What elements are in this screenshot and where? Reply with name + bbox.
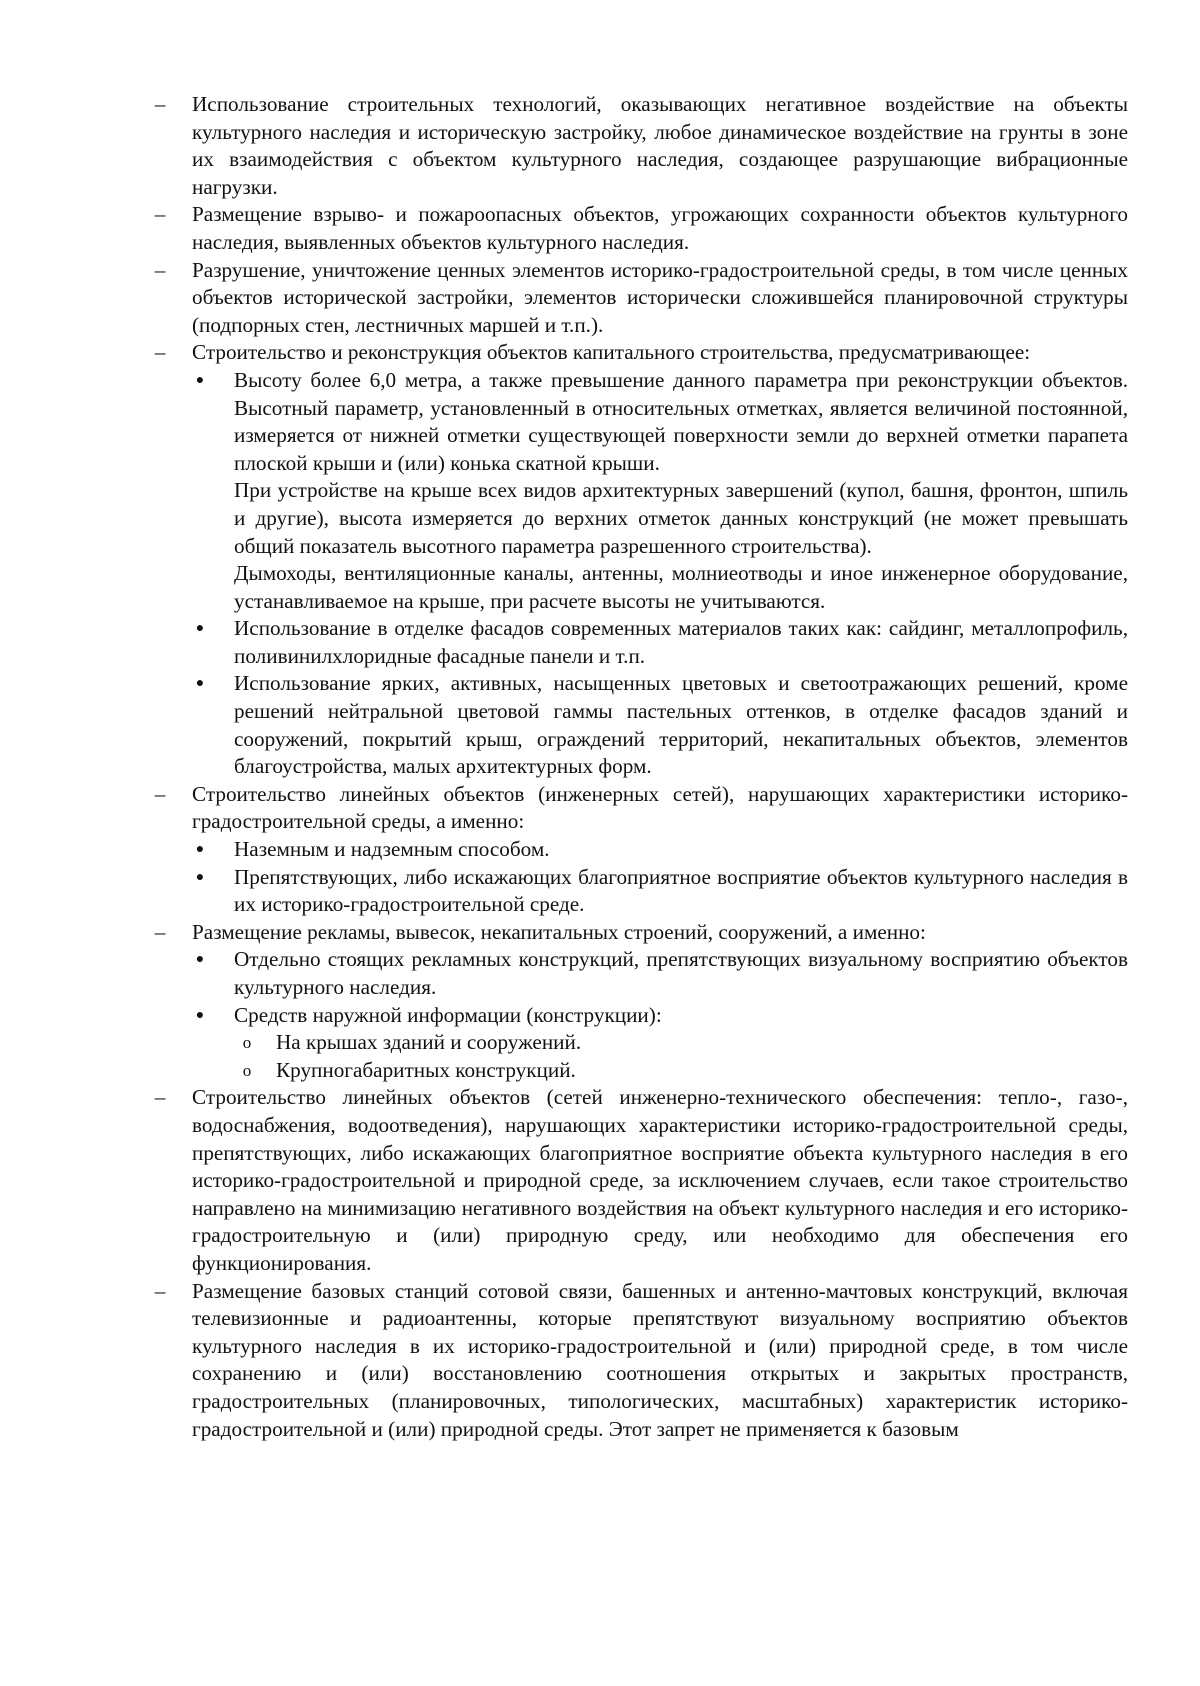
standalone-ads-text: Отдельно стоящих рекламных конструкций, препятствующих визуальному восприятию объектов культурного наследия. bbox=[234, 947, 1128, 999]
dash-marker: – bbox=[154, 202, 166, 227]
large-constructions-item bbox=[242, 1057, 1128, 1085]
restriction-text: Размещение взрыво- и пожароопасных объектов, угрожающих сохранности объектов культурного наследия, выявленных объектов культурного наследия. bbox=[192, 202, 1128, 254]
facade-materials-text: Использование в отделке фасадов современных материалов таких как: сайдинг, металлопрофиль, поливинилхлоридные фасадные панели и т.п. bbox=[234, 616, 1128, 668]
capital-construction-sublist bbox=[195, 367, 1128, 781]
dash-marker: – bbox=[154, 1085, 166, 1110]
bullet-marker: ● bbox=[195, 842, 205, 858]
restriction-item-linear-networks bbox=[154, 781, 1128, 919]
outdoor-info-sublist bbox=[242, 1029, 1128, 1084]
restriction-text: Строительство линейных объектов (сетей инженерно-технического обеспечения: тепло-, газо-, водоснабжения, водоотведения), нарушающих характеристики историко-градостроительной среды, препятствующих, либо искажающих благоприятное восприятие объекта культурного наследия в его историко-градостроительной и природной среде, за исключением случаев, если такое строительство направлено на минимизацию негативного воздействия на объект культурного наследия и его историко-градостроительную и (или) природную среду, или необходимо для обеспечения его функционирования. bbox=[192, 1085, 1128, 1275]
bright-colors-item bbox=[195, 670, 1128, 780]
dash-marker: – bbox=[154, 1278, 166, 1303]
height-paragraph: Высоту более 6,0 метра, а также превышение данного параметра при реконструкции объектов. Высотный параметр, установленный в относительных отметках, является величиной постоянной, измеряется от нижней отметки существующей поверхности земли до верхней отметки парапета плоской крыши и (или) конька скатной крыши. bbox=[234, 367, 1128, 475]
dash-marker: – bbox=[154, 257, 166, 282]
restriction-text: Размещение базовых станций сотовой связи, башенных и антенно-мачтовых конструкций, включая телевизионные и радиоантенны, которые препятствуют визуальному восприятию объектов культурного наследия в их историко-градостроительной и (или) природной среде, в том числе сохранению и (или) восстановлению соотношения открытых и закрытых пространств, градостроительных (планировочных, типологических, масштабных) характеристик историко-градостроительной и (или) природной среды. Этот запрет не применяется к базовым bbox=[192, 1278, 1128, 1441]
outdoor-info-text: Средств наружной информации (конструкции): bbox=[234, 1002, 662, 1027]
restriction-text: Размещение рекламы, вывесок, некапитальных строений, сооружений, а именно: bbox=[192, 919, 926, 944]
circle-marker: o bbox=[242, 1033, 252, 1053]
bullet-marker: ● bbox=[195, 1007, 205, 1023]
ground-method-item bbox=[195, 836, 1128, 864]
bullet-marker: ● bbox=[195, 676, 205, 692]
facade-materials-item bbox=[195, 615, 1128, 670]
restriction-item-utility-networks bbox=[154, 1084, 1128, 1277]
linear-networks-sublist bbox=[195, 836, 1128, 919]
dash-marker: – bbox=[154, 340, 166, 365]
bullet-marker: ● bbox=[195, 621, 205, 637]
standalone-ads-item bbox=[195, 946, 1128, 1001]
dash-marker: – bbox=[154, 92, 166, 116]
large-constructions-text: Крупногабаритных конструкций. bbox=[276, 1057, 576, 1082]
restriction-item-destruction bbox=[154, 257, 1128, 340]
restriction-item-capital-construction bbox=[154, 339, 1128, 781]
restriction-item-advertising bbox=[154, 919, 1128, 1085]
restriction-text: Использование строительных технологий, оказывающих негативное воздействие на объекты культурного наследия и историческую застройку, любое динамическое воздействие на грунты в зоне их взаимодействия с объектом культурного наследия, создающее разрушающие вибрационные нагрузки. bbox=[192, 92, 1128, 199]
height-limit-item bbox=[195, 367, 1128, 615]
roofs-item bbox=[242, 1029, 1128, 1057]
bullet-marker: ● bbox=[195, 869, 205, 885]
height-paragraph: При устройстве на крыше всех видов архитектурных завершений (купол, башня, фронтон, шпиль и другие), высота измеряется до верхних отметок данных конструкций (не может превышать общий показатель высотного параметра разрешенного строительства). bbox=[234, 478, 1128, 558]
restriction-text: Строительство и реконструкция объектов капитального строительства, предусматривающее: bbox=[192, 340, 1031, 365]
restriction-item-construction-tech bbox=[154, 91, 1128, 201]
restriction-item-explosive-objects bbox=[154, 201, 1128, 256]
roofs-text: На крышах зданий и сооружений. bbox=[276, 1030, 582, 1055]
restriction-item-cell-towers bbox=[154, 1278, 1128, 1444]
restriction-text: Строительство линейных объектов (инженерных сетей), нарушающих характеристики историко-градостроительной среды, а именно: bbox=[192, 781, 1128, 834]
outdoor-info-item bbox=[195, 1002, 1128, 1085]
bullet-marker: ● bbox=[195, 952, 205, 968]
bullet-marker: ● bbox=[195, 372, 205, 388]
ground-method-text: Наземным и надземным способом. bbox=[234, 837, 550, 862]
circle-marker: o bbox=[242, 1060, 252, 1080]
restriction-text: Разрушение, уничтожение ценных элементов историко-градостроительной среды, в том числе ценных объектов исторической застройки, элементов исторически сложившейся планировочной структуры (подпорных стен, лестничных маршей и т.п.). bbox=[192, 257, 1128, 337]
obstructing-text: Препятствующих, либо искажающих благоприятное восприятие объектов культурного наследия в их историко-градостроительной среде. bbox=[234, 864, 1128, 917]
obstructing-item bbox=[195, 864, 1128, 919]
dash-marker: – bbox=[154, 919, 166, 944]
bright-colors-text: Использование ярких, активных, насыщенных цветовых и светоотражающих решений, кроме решений нейтральной цветовой гаммы пастельных оттенков, в отделке фасадов зданий и сооружений, покрытий крыш, ограждений территорий, некапитальных объектов, элементов благоустройства, малых архитектурных форм. bbox=[234, 671, 1128, 779]
height-paragraph: Дымоходы, вентиляционные каналы, антенны, молниеотводы и иное инженерное оборудование, устанавливаемое на крыше, при расчете высоты не учитываются. bbox=[234, 561, 1128, 613]
advertising-sublist bbox=[195, 946, 1128, 1084]
dash-marker: – bbox=[154, 781, 166, 806]
